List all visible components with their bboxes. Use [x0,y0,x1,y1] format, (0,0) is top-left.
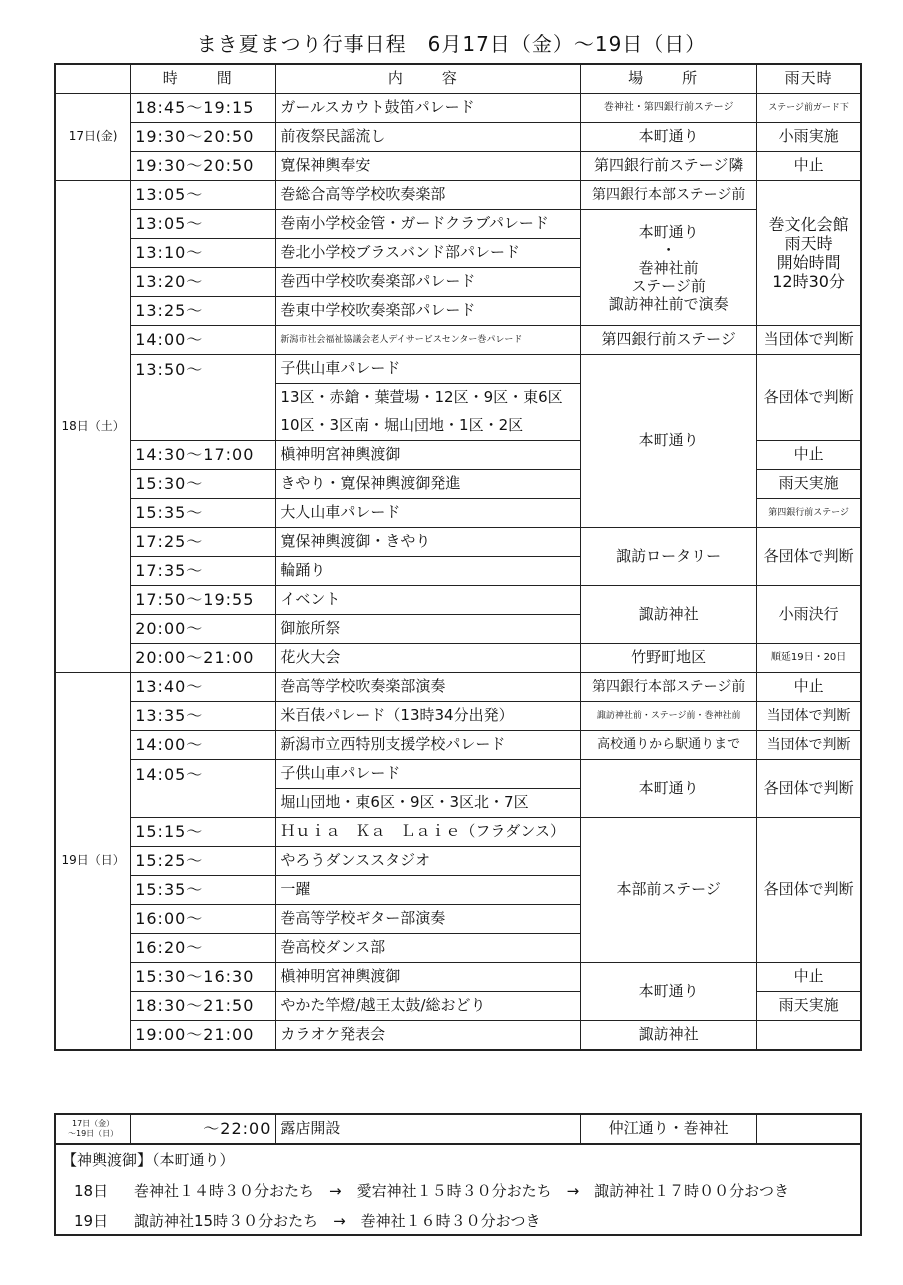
content-cell: 花火大会 [276,644,581,673]
place-cell: 第四銀行本部ステージ前 [581,673,757,702]
rain-cell: 雨天実施 [757,470,861,499]
rain-cell: 中止 [757,963,861,992]
content-cell: イベント [276,586,581,615]
time-cell: 14:00〜 [131,731,276,760]
table-row [55,326,861,355]
content-cell: やろうダンススタジオ [276,847,581,876]
content-cell: 寛保神輿渡御・きやり [276,528,581,557]
time-cell: 15:35〜 [131,499,276,528]
table-row [55,644,861,673]
place-cell-merged: 本町通り [581,355,757,528]
rain-cell: 順延19日・20日 [757,644,861,673]
stall-row [55,1114,861,1144]
content-cell: 堀山団地・東6区・9区・3区北・7区 [276,789,581,818]
content-cell: 大人山車パレード [276,499,581,528]
stall-place: 仲江通り・巻神社 [581,1114,757,1144]
place-cell-merged: 本町通り [581,963,757,1021]
rain-cell: 第四銀行前ステージ [757,499,861,528]
rain-cell: 当団体で判断 [757,702,861,731]
header-time: 時 間 [131,64,276,94]
table-row [55,673,861,702]
content-cell: きやり・寛保神輿渡御発進 [276,470,581,499]
time-cell: 13:25〜 [131,297,276,326]
day-label-19: 19日（日） [55,673,131,1051]
place-cell: 高校通りから駅通りまで [581,731,757,760]
time-cell: 17:35〜 [131,557,276,586]
day-label-17: 17日(金) [55,94,131,181]
time-cell: 15:35〜 [131,876,276,905]
place-cell: 本町通り [581,123,757,152]
rain-cell-merged: 各団体で判断 [757,528,861,586]
content-cell: ガールスカウト鼓笛パレード [276,94,581,123]
table-row [55,963,861,992]
time-cell: 14:30〜17:00 [131,441,276,470]
rain-cell-merged: 各団体で判断 [757,818,861,963]
time-cell: 18:30〜21:50 [131,992,276,1021]
place-cell: 諏訪神社前・ステージ前・巻神社前 [581,702,757,731]
place-cell: 第四銀行前ステージ隣 [581,152,757,181]
place-cell: 諏訪神社 [581,1021,757,1051]
notes-line1-day: 18日 [74,1182,109,1200]
content-cell: 前夜祭民謡流し [276,123,581,152]
table-row [55,528,861,557]
time-cell: 19:00〜21:00 [131,1021,276,1051]
page-title: まき夏まつり行事日程 6月17日（金）〜19日（日） [196,32,707,56]
content-cell: 巻西中学校吹奏楽部パレード [276,268,581,297]
place-cell: 巻神社・第四銀行前ステージ [581,94,757,123]
time-cell: 14:05〜 [131,760,276,818]
schedule-table [54,63,862,1051]
content-cell: 巻高校ダンス部 [276,934,581,963]
content-cell: 10区・3区南・堀山団地・1区・2区 [276,412,581,441]
time-cell: 13:35〜 [131,702,276,731]
content-cell: カラオケ発表会 [276,1021,581,1051]
table-row [55,760,861,789]
time-cell: 19:30〜20:50 [131,123,276,152]
rain-cell: 雨天実施 [757,992,861,1021]
table-row [55,210,861,239]
place-cell-merged: 諏訪ロータリー [581,528,757,586]
time-cell: 15:30〜16:30 [131,963,276,992]
time-cell: 13:10〜 [131,239,276,268]
content-cell: 13区・赤鎗・葉萱場・12区・9区・東6区 [276,384,581,413]
content-cell: 巻総合高等学校吹奏楽部 [276,181,581,210]
table-row [55,818,861,847]
stall-date: 17日（金） 〜19日（日） [55,1114,131,1144]
content-cell: 新潟市社会福祉協議会老人デイサービスセンター巻パレード [276,326,581,355]
rain-cell-merged: 巻文化会館 雨天時 開始時間 12時30分 [757,181,861,326]
content-cell: 巻北小学校ブラスバンド部パレード [276,239,581,268]
table-row [55,731,861,760]
stall-rain [757,1114,861,1144]
content-cell: 新潟市立西特別支援学校パレード [276,731,581,760]
notes-heading: 【神輿渡御】（本町通り） [62,1151,235,1169]
time-cell: 18:45〜19:15 [131,94,276,123]
stall-table [54,1113,862,1145]
stall-time: 〜22:00 [131,1114,276,1144]
time-cell: 13:05〜 [131,210,276,239]
content-cell: 槇神明宮神輿渡御 [276,963,581,992]
table-row [55,181,861,210]
content-cell: 御旅所祭 [276,615,581,644]
notes-line2-day: 19日 [74,1212,109,1230]
time-cell: 20:00〜 [131,615,276,644]
place-cell: 竹野町地区 [581,644,757,673]
place-cell-merged: 本町通り [581,760,757,818]
rain-cell: 中止 [757,673,861,702]
time-cell: 13:05〜 [131,181,276,210]
rain-cell-merged: 各団体で判断 [757,355,861,441]
time-cell: 15:15〜 [131,818,276,847]
table-row [55,702,861,731]
header-place: 場 所 [581,64,757,94]
notes-line2-text: 諏訪神社15時３０分おたち → 巻神社１６時３０分おつき [134,1212,541,1230]
rain-cell-merged: 小雨決行 [757,586,861,644]
table-row [55,355,861,384]
content-cell: 子供山車パレード [276,355,581,384]
place-cell: 第四銀行本部ステージ前 [581,181,757,210]
content-cell: 巻南小学校金管・ガードクラブパレード [276,210,581,239]
time-cell: 19:30〜20:50 [131,152,276,181]
time-cell: 15:25〜 [131,847,276,876]
mikoshi-notes [54,1143,862,1236]
table-row [55,586,861,615]
content-cell: Ｈｕｉａ Ｋａ Ｌａｉｅ（フラダンス） [276,818,581,847]
table-row [55,123,861,152]
content-cell: 槇神明宮神輿渡御 [276,441,581,470]
time-cell: 14:00〜 [131,326,276,355]
content-cell: 米百俵パレード（13時34分出発） [276,702,581,731]
table-row [55,152,861,181]
notes-line1-text: 巻神社１４時３０分おたち → 愛宕神社１５時３０分おたち → 諏訪神社１７時００分おつき [134,1182,789,1200]
time-cell: 13:20〜 [131,268,276,297]
rain-cell: 中止 [757,152,861,181]
rain-cell: 小雨実施 [757,123,861,152]
content-cell: 巻高等学校吹奏楽部演奏 [276,673,581,702]
day-label-18: 18日（土） [55,181,131,673]
rain-cell: 当団体で判断 [757,326,861,355]
place-cell: 第四銀行前ステージ [581,326,757,355]
time-cell: 17:25〜 [131,528,276,557]
table-header-row [55,64,861,94]
table-row [55,94,861,123]
rain-cell-merged: 各団体で判断 [757,760,861,818]
place-cell-merged: 諏訪神社 [581,586,757,644]
content-cell: 一躍 [276,876,581,905]
content-cell: やかた竿燈/越王太鼓/総おどり [276,992,581,1021]
stall-content: 露店開設 [276,1114,581,1144]
table-row [55,1021,861,1051]
rain-cell: ステージ前ガード下 [757,94,861,123]
content-cell: 巻高等学校ギター部演奏 [276,905,581,934]
content-cell: 巻東中学校吹奏楽部パレード [276,297,581,326]
time-cell: 16:20〜 [131,934,276,963]
rain-cell [757,1021,861,1051]
content-cell: 寛保神輿奉安 [276,152,581,181]
time-cell: 13:50〜 [131,355,276,441]
place-cell-merged: 本町通り ・ 巻神社前 ステージ前 諏訪神社前で演奏 [581,210,757,326]
time-cell: 17:50〜19:55 [131,586,276,615]
time-cell: 20:00〜21:00 [131,644,276,673]
header-content: 内 容 [276,64,581,94]
time-cell: 13:40〜 [131,673,276,702]
content-cell: 子供山車パレード [276,760,581,789]
time-cell: 15:30〜 [131,470,276,499]
header-day [55,64,131,94]
place-cell-merged: 本部前ステージ [581,818,757,963]
content-cell: 輪踊り [276,557,581,586]
rain-cell: 当団体で判断 [757,731,861,760]
time-cell: 16:00〜 [131,905,276,934]
rain-cell: 中止 [757,441,861,470]
header-rain: 雨天時 [757,64,861,94]
